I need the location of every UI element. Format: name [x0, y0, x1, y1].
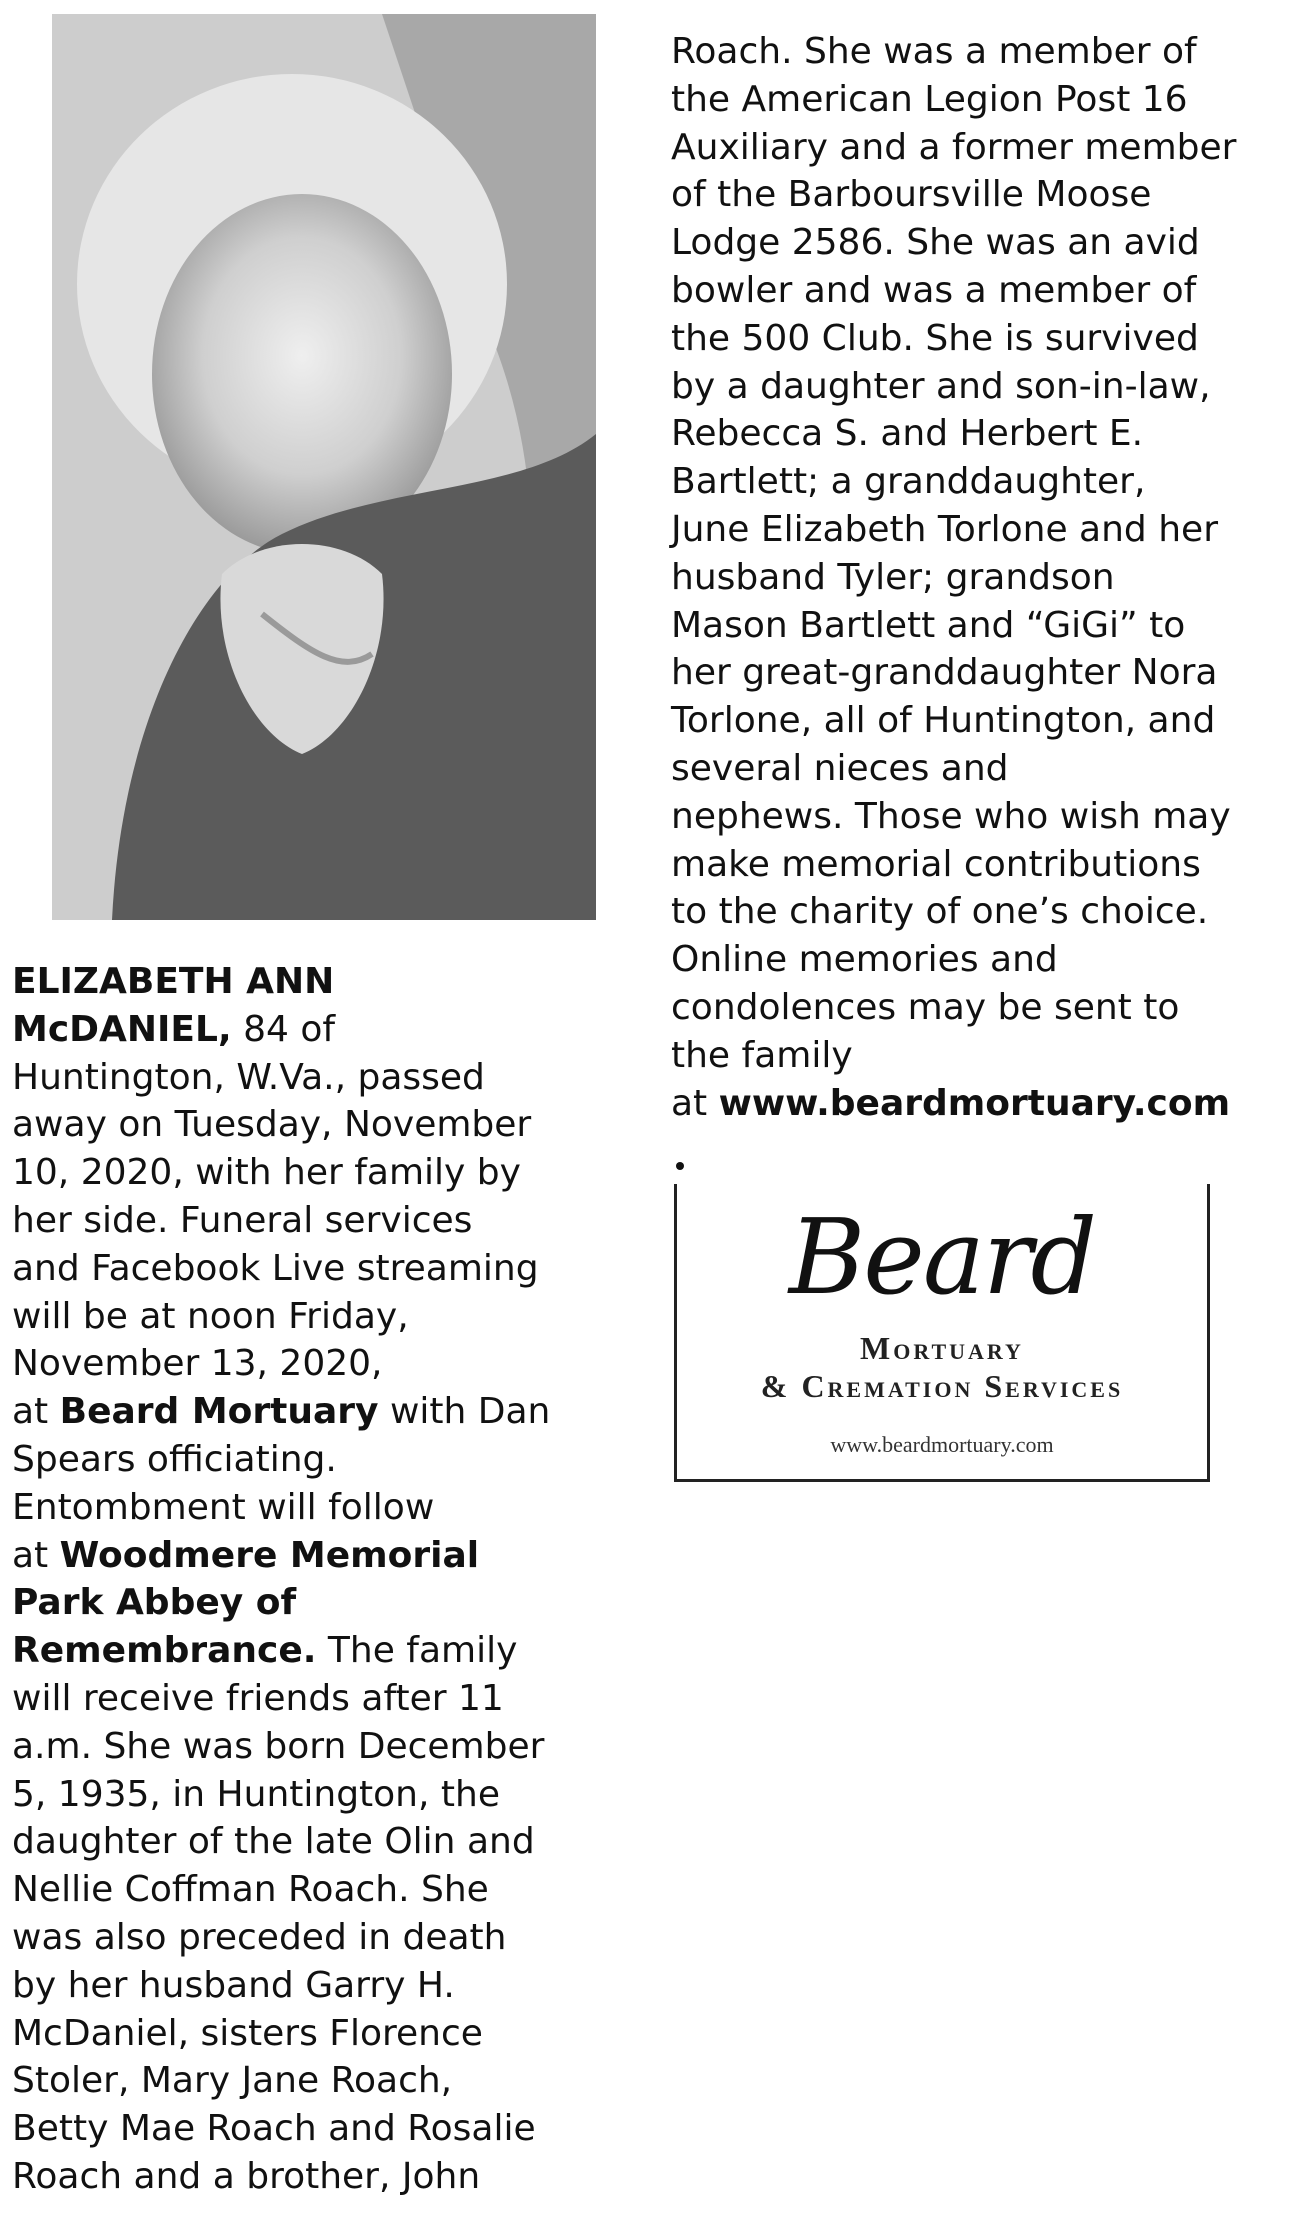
text-line: by her husband Garry H.: [12, 1964, 455, 2006]
text-line: will receive friends after 11: [12, 1677, 504, 1719]
text-line: away on Tuesday, November: [12, 1104, 532, 1146]
obituary-left-column: [12, 958, 612, 2201]
text-line: 10, 2020, with her family by: [12, 1152, 521, 1194]
text-line: Huntington, W.Va., passed: [12, 1056, 485, 1098]
text-line: nephews. Those who wish may: [671, 795, 1231, 837]
text-line: Roach and a brother, John: [12, 2155, 481, 2197]
text-line: Auxiliary and a former member: [671, 126, 1237, 168]
text-line: the American Legion Post 16: [671, 78, 1188, 120]
text-line: the family: [671, 1034, 853, 1076]
text-line: several nieces and: [671, 747, 1009, 789]
text-line: 5, 1935, in Huntington, the: [12, 1773, 500, 1815]
text-line: Remembrance. The family: [12, 1630, 518, 1672]
text-line: Stoler, Mary Jane Roach,: [12, 2060, 453, 2102]
text-line: a.m. She was born December: [12, 1725, 545, 1767]
text-line: Bartlett; a granddaughter,: [671, 461, 1146, 503]
beard-mortuary-logo: [674, 1184, 1210, 1482]
portrait-photo: [52, 14, 596, 920]
logo-script: Beard: [788, 1196, 1096, 1318]
logo-url: www.beardmortuary.com: [830, 1432, 1054, 1457]
text-line: Rebecca S. and Herbert E.: [671, 413, 1144, 455]
text-line: November 13, 2020,: [12, 1343, 383, 1385]
text-line: Park Abbey of: [12, 1582, 297, 1624]
text-line: Torlone, all of Huntington, and: [671, 700, 1216, 742]
text-line: McDANIEL, 84 of: [12, 1008, 336, 1050]
text-line: Online memories and: [671, 939, 1058, 981]
text-line: McDaniel, sisters Florence: [12, 2012, 483, 2054]
text-line: condolences may be sent to: [671, 986, 1180, 1028]
text-line: at Beard Mortuary with Dan: [12, 1391, 551, 1433]
text-line: Nellie Coffman Roach. She: [12, 1869, 489, 1911]
text-line: Entombment will follow: [12, 1486, 435, 1528]
text-line: the 500 Club. She is survived: [671, 317, 1199, 359]
logo-line1: Mortuary: [860, 1330, 1024, 1366]
logo-line2: & Cremation Services: [760, 1368, 1124, 1404]
text-line: and Facebook Live streaming: [12, 1247, 539, 1289]
obituary-right-column: [671, 28, 1301, 1127]
text-line: by a daughter and son-in-law,: [671, 365, 1211, 407]
text-line: husband Tyler; grandson: [671, 556, 1115, 598]
text-line: her great-granddaughter Nora: [671, 652, 1218, 694]
text-line: Spears officiating.: [12, 1438, 337, 1480]
text-line: was also preceded in death: [12, 1916, 507, 1958]
text-line: her side. Funeral services: [12, 1199, 473, 1241]
text-line: bowler and was a member of: [671, 269, 1197, 311]
text-line: ELIZABETH ANN: [12, 961, 335, 1002]
text-line: at Woodmere Memorial: [12, 1534, 480, 1576]
text-line: daughter of the late Olin and: [12, 1821, 535, 1863]
website-link[interactable]: www.beardmortuary.com: [718, 1082, 1231, 1124]
period-mark: [676, 1162, 684, 1170]
text-line: Lodge 2586. She was an avid: [671, 222, 1200, 264]
text-line: June Elizabeth Torlone and her: [671, 508, 1218, 550]
text-line: to the charity of one’s choice.: [671, 891, 1209, 933]
text-line: Betty Mae Roach and Rosalie: [12, 2108, 536, 2150]
text-line: will be at noon Friday,: [12, 1295, 409, 1337]
text-line: Mason Bartlett and “GiGi” to: [671, 604, 1186, 646]
text-line: of the Barboursville Moose: [671, 174, 1152, 216]
text-line: make memorial contributions: [671, 843, 1201, 885]
text-line: at www.beardmortuary.com: [671, 1082, 1231, 1124]
text-line: Roach. She was a member of: [671, 31, 1197, 72]
